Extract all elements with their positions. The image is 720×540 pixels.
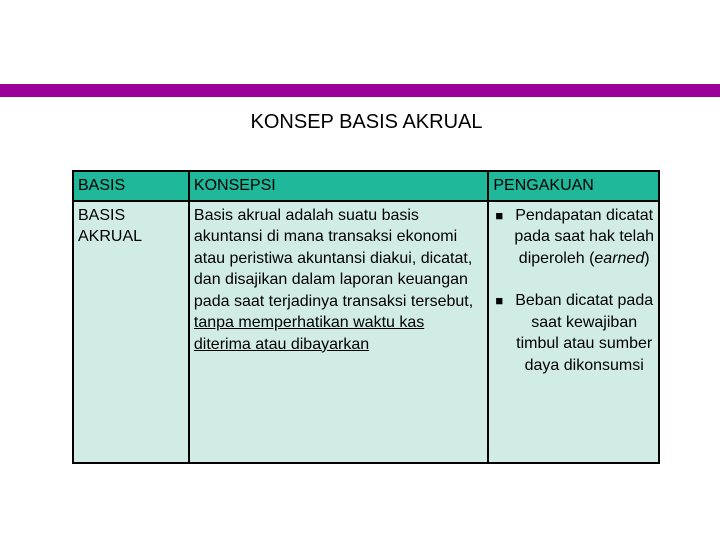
list-item [495,290,655,376]
table-header-row [73,171,659,201]
table-row [73,201,659,463]
header-pengakuan: PENGAKUAN [488,171,659,201]
konsepsi-underlined-text: tanpa memperhatikan waktu kas diterima atau dibayarkan [193,314,425,353]
header-basis: BASIS [73,171,189,201]
square-bullet-icon: ■ [495,207,504,223]
square-bullet-icon: ■ [495,293,504,308]
header-konsepsi: KONSEPSI [189,171,488,201]
bullet-suffix: ) [644,249,650,267]
cell-basis: BASIS AKRUAL [73,201,189,463]
accent-bar [0,84,720,97]
konsepsi-text: Basis akrual adalah suatu basis akuntansi di mana transaksi ekonomi atau peristiwa akuntansi diakui, dicatat, dan disajikan dalam laporan keuangan pada saat terjadinya transaksi tersebut, [193,206,474,310]
bullet-emphasis: earned [594,249,645,267]
cell-konsepsi [189,201,488,463]
concept-table [72,170,660,464]
list-item [495,205,655,270]
cell-pengakuan [488,201,659,463]
slide-title: KONSEP BASIS AKRUAL [250,111,483,133]
bullet-text: Beban dicatat pada saat kewajiban timbul atau sumber daya dikonsumsi [515,292,654,374]
bullet-text: Pendapatan dicatat pada saat hak telah diperoleh ( [514,206,655,267]
